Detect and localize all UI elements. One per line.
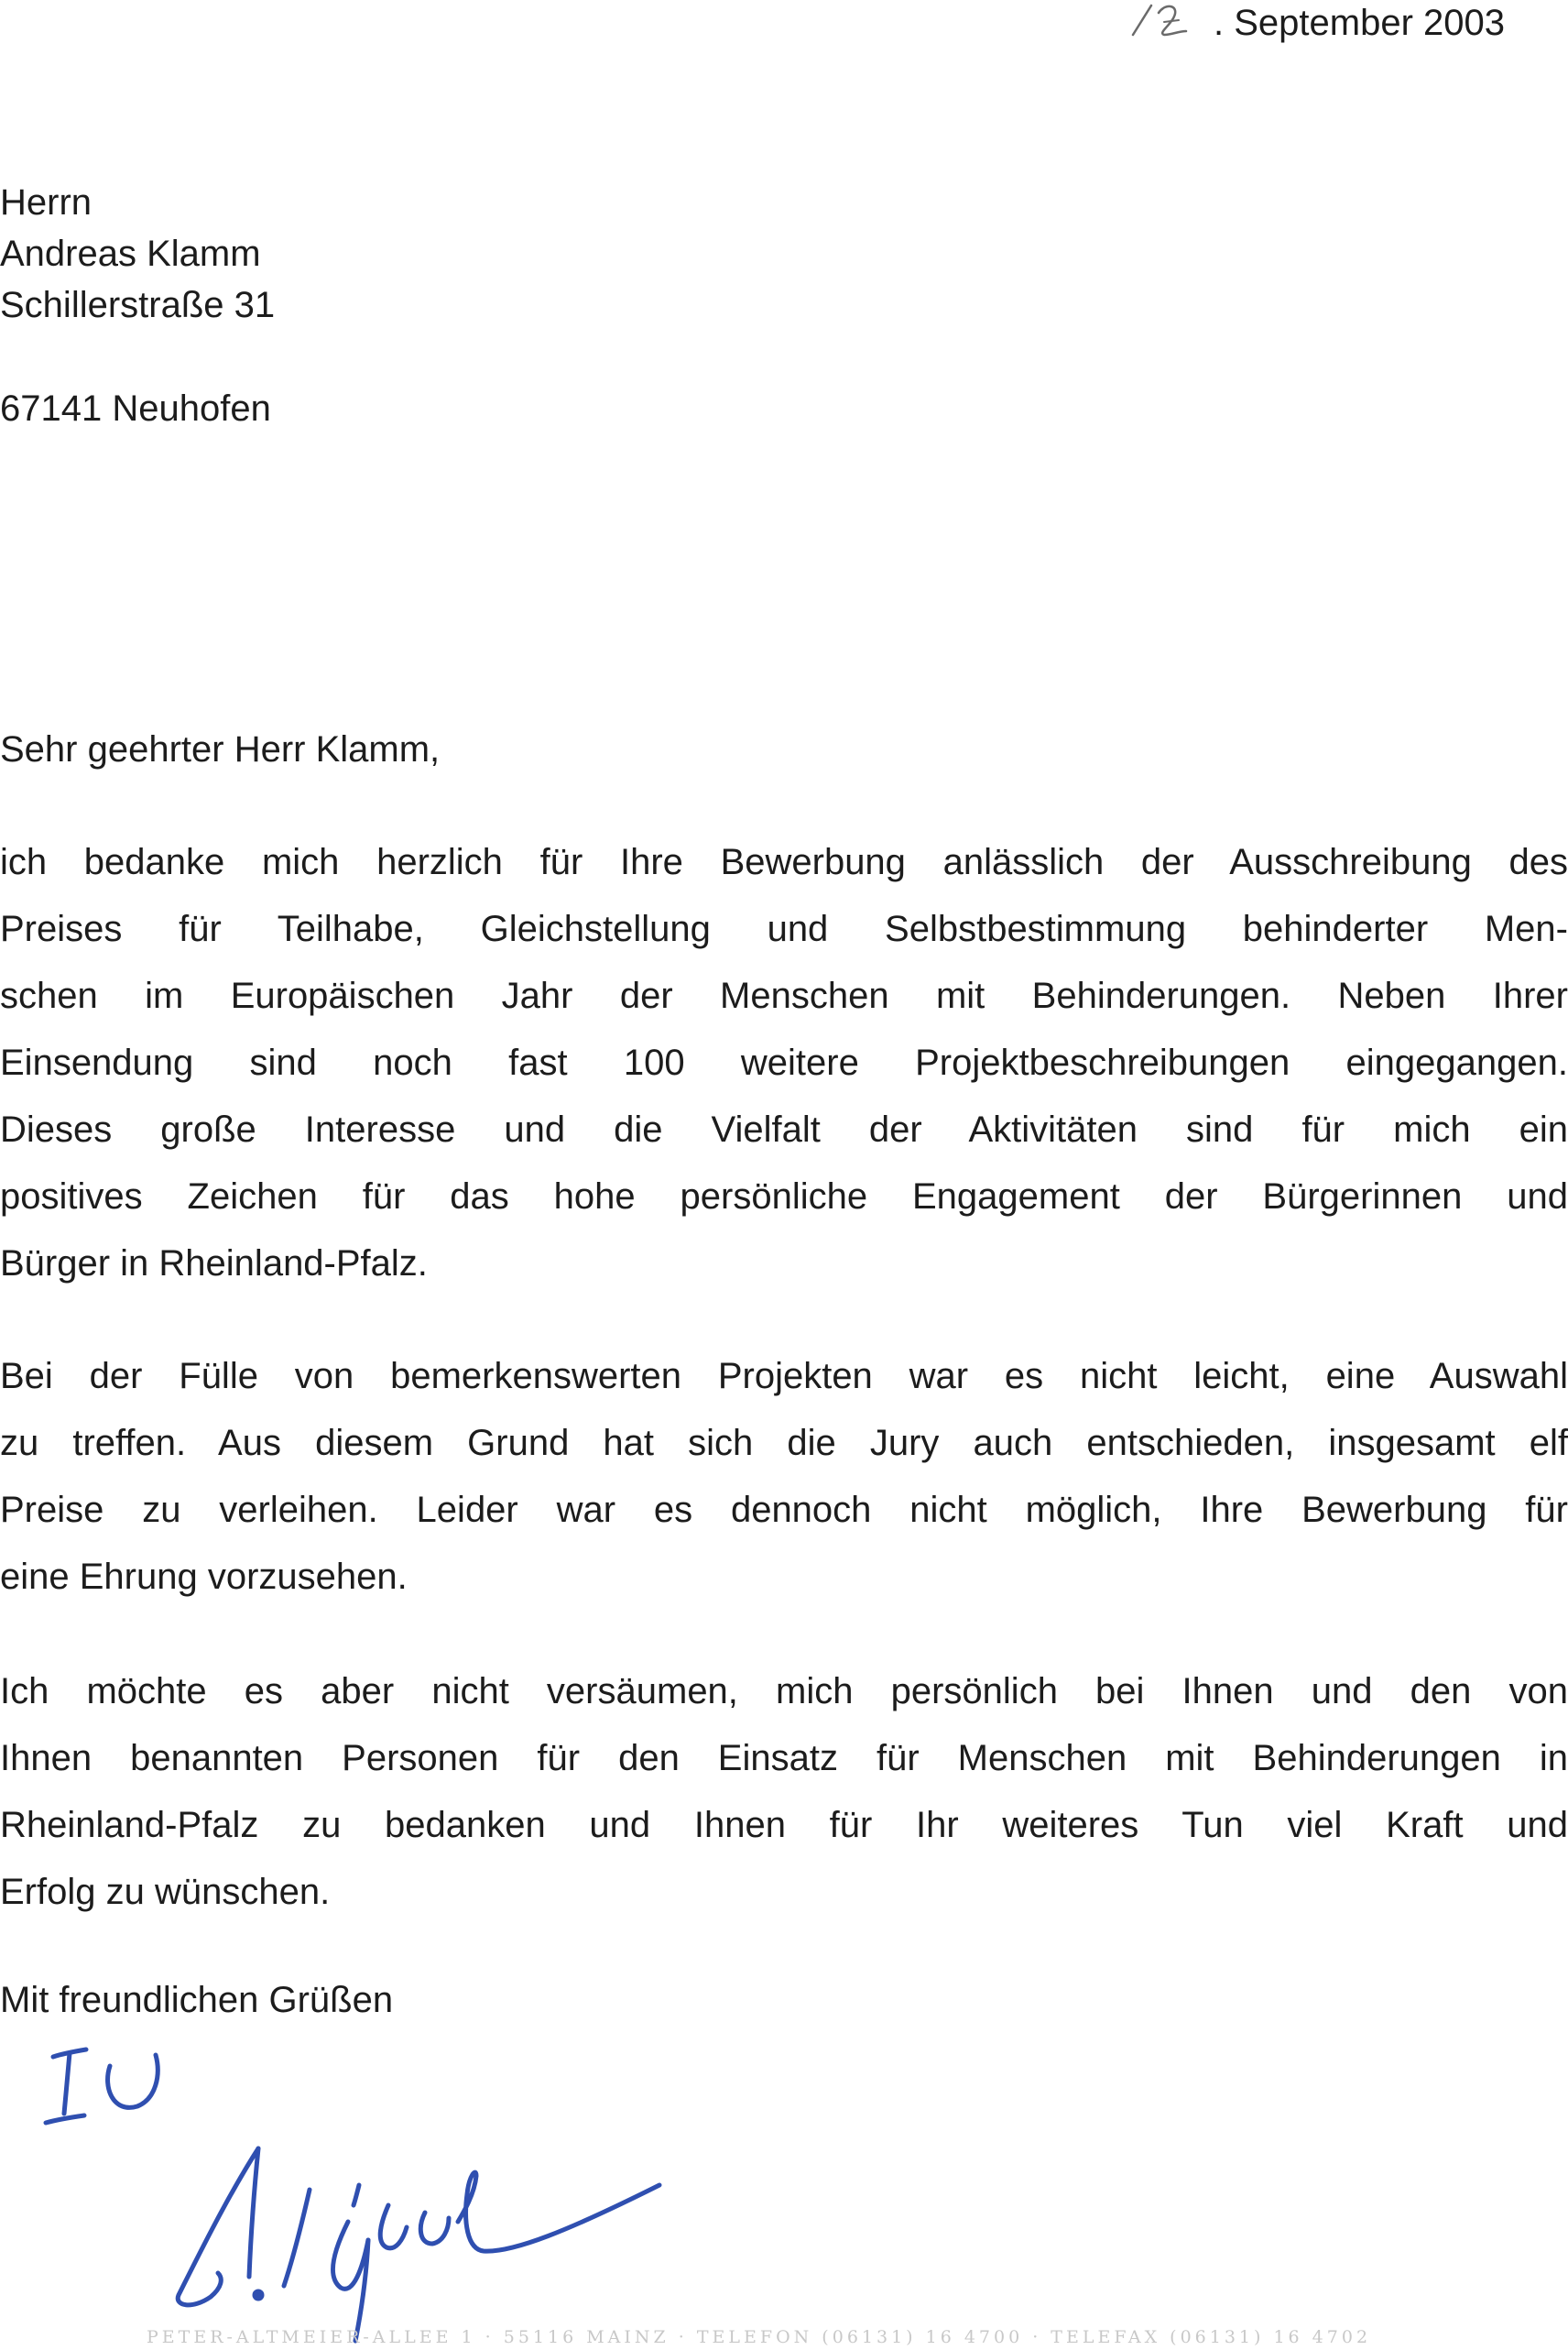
paragraph-line: Einsendung sind noch fast 100 weitere Projektbeschreibungen eingegangen. — [0, 1043, 1568, 1083]
paragraph-line: schen im Europäischen Jahr der Menschen mit Behinderungen. Neben Ihrer — [0, 976, 1568, 1016]
paragraph-2 — [0, 1343, 1568, 1611]
footer-address: PETER-ALTMEIER-ALLEE 1 · 55116 MAINZ · TELEFON (06131) 16 4700 · TELEFAX (06131) 16 4702 — [147, 2327, 1372, 2345]
paragraph-line: Ich möchte es aber nicht versäumen, mich persönlich bei Ihnen und den von — [0, 1671, 1568, 1711]
date-text: . September 2003 — [1214, 3, 1505, 43]
paragraph-line: Ihnen benannten Personen für den Einsatz für Menschen mit Behinderungen in — [0, 1738, 1568, 1778]
recipient-title: Herrn — [0, 182, 93, 223]
recipient-street: Schillerstraße 31 — [0, 285, 276, 325]
closing: Mit freundlichen Grüßen — [0, 1980, 394, 2020]
recipient-city: 67141 Neuhofen — [0, 388, 271, 429]
paragraph-line: Dieses große Interesse und die Vielfalt der Aktivitäten sind für mich ein — [0, 1109, 1568, 1150]
recipient-name: Andreas Klamm — [0, 234, 261, 274]
paragraph-line: positives Zeichen für das hohe persönliche Engagement der Bürgerinnen und — [0, 1176, 1568, 1217]
recipient-address — [0, 177, 275, 331]
letterhead-footer — [147, 2327, 1475, 2345]
signature-ink — [18, 2038, 678, 2345]
handwritten-day — [1113, 0, 1214, 40]
paragraph-line: ich bedanke mich herzlich für Ihre Bewerbung anlässlich der Ausschreibung des — [0, 842, 1568, 882]
paragraph-line: Bei der Fülle von bemerkenswerten Projekten war es nicht leicht, eine Auswahl — [0, 1356, 1568, 1396]
salutation: Sehr geehrter Herr Klamm, — [0, 729, 441, 770]
handwritten-signature — [18, 2038, 678, 2345]
paragraph-line: Preise zu verleihen. Leider war es dennoch nicht möglich, Ihre Bewerbung für — [0, 1490, 1568, 1530]
letter-date — [1113, 0, 1505, 45]
paragraph-3 — [0, 1658, 1568, 1926]
paragraph-line: Erfolg zu wünschen. — [0, 1872, 331, 1912]
paragraph-line: eine Ehrung vorzusehen. — [0, 1557, 408, 1597]
paragraph-line: Rheinland-Pfalz zu bedanken und Ihnen für Ihr weiteres Tun viel Kraft und — [0, 1805, 1568, 1845]
paragraph-line: Preises für Teilhabe, Gleichstellung und Selbstbestimmung behinderter Men- — [0, 909, 1568, 949]
paragraph-1 — [0, 829, 1568, 1297]
handwritten-day-mark — [1113, 0, 1214, 40]
paragraph-line: Bürger in Rheinland-Pfalz. — [0, 1243, 428, 1284]
paragraph-line: zu treffen. Aus diesem Grund hat sich die Jury auch entschieden, insgesamt elf — [0, 1423, 1568, 1463]
